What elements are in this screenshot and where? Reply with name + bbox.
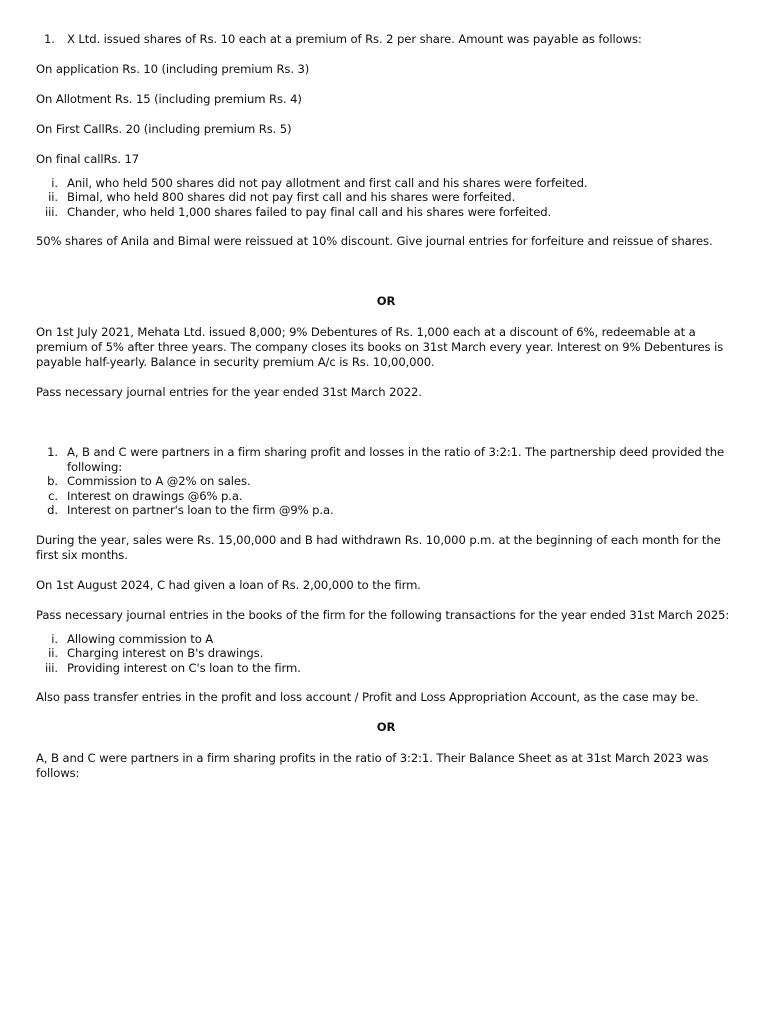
list-item-text: Allowing commission to A [67,631,214,646]
list-marker: ii. [48,646,58,660]
or-divider: OR [376,294,396,308]
debenture-question: On 1st July 2021, Mehata Ltd. issued 8,000; 9% Debentures of Rs. 1,000 each at a discount of 6%, redeemable at a premium of 5% after three years. The company closes its books on 31st March every year. Interest on 9% Debentures is payable half-yearly. Balance in security premium A/c is Rs. 10,00,000. [36,325,724,369]
list-item-text: Commission to A @2% on sales. [67,474,251,488]
list-item-text: Charging interest on B's drawings. [67,646,264,660]
list-marker: i. [51,631,58,646]
list-item [36,646,736,661]
list-item-text: Chander, who held 1,000 shares failed to pay final call and his shares were forfeited. [67,204,552,219]
payment-line: On First CallRs. 20 (including premium Rs. 5) [36,121,292,136]
payment-line: On Allotment Rs. 15 (including premium Rs. 4) [36,91,302,106]
list-marker: b. [47,474,58,488]
balance-sheet-question: A, B and C were partners in a firm sharing profits in the ratio of 3:2:1. Their Balance Sheet as at 31st March 2023 was follows: [36,751,709,780]
question-1-closing: 50% shares of Anila and Bimal were reissued at 10% discount. Give journal entries for forfeiture and reissue of shares. [36,234,713,248]
sales-paragraph: During the year, sales were Rs. 15,00,000 and B had withdrawn Rs. 10,000 p.m. at the beginning of each month for the first six months. [36,532,721,562]
or-divider: OR [376,720,396,734]
list-item-text: Interest on drawings @6% p.a. [67,488,243,503]
payment-line: On application Rs. 10 (including premium Rs. 3) [36,61,310,76]
debenture-instruction: Pass necessary journal entries for the year ended 31st March 2022. [36,385,422,399]
list-marker: d. [47,503,58,517]
instruction-paragraph: Pass necessary journal entries in the books of the firm for the following transactions for the year ended 31st March 2025: [36,607,730,622]
list-item [36,445,736,474]
list-item-text: Providing interest on C's loan to the firm. [67,660,301,675]
list-item-text: Bimal, who held 800 shares did not pay first call and his shares were forfeited. [67,190,516,204]
question-1-intro: X Ltd. issued shares of Rs. 10 each at a premium of Rs. 2 per share. Amount was payable as follows: [67,32,642,46]
list-marker: c. [48,488,58,503]
list-item [36,190,736,205]
question-2 [36,445,736,518]
list-item [36,32,736,47]
list-marker: 1. [47,445,58,459]
list-item [36,503,736,518]
forfeiture-list [36,176,736,220]
list-marker: iii. [45,660,58,675]
list-marker: i. [51,175,58,190]
list-item [36,474,736,489]
payment-line: On final callRs. 17 [36,151,140,166]
list-item-text: Interest on partner's loan to the firm @9% p.a. [67,503,334,517]
list-item [36,205,736,220]
list-marker: 1. [44,32,55,46]
list-item [36,176,736,191]
list-item [36,489,736,504]
list-item-text: Anil, who held 500 shares did not pay allotment and first call and his shares were forfeited. [67,175,588,190]
list-item [36,632,736,647]
list-item [36,661,736,676]
list-item-text: A, B and C were partners in a firm sharing profit and losses in the ratio of 3:2:1. The partnership deed provided the following: [67,445,724,474]
question-2-closing: Also pass transfer entries in the profit and loss account / Profit and Loss Appropriation Account, as the case may be. [36,690,699,704]
question-1 [36,32,736,47]
loan-paragraph: On 1st August 2024, C had given a loan of Rs. 2,00,000 to the firm. [36,577,421,592]
task-list [36,632,736,676]
list-marker: ii. [48,190,58,204]
list-marker: iii. [45,204,58,219]
document-page [36,32,736,781]
